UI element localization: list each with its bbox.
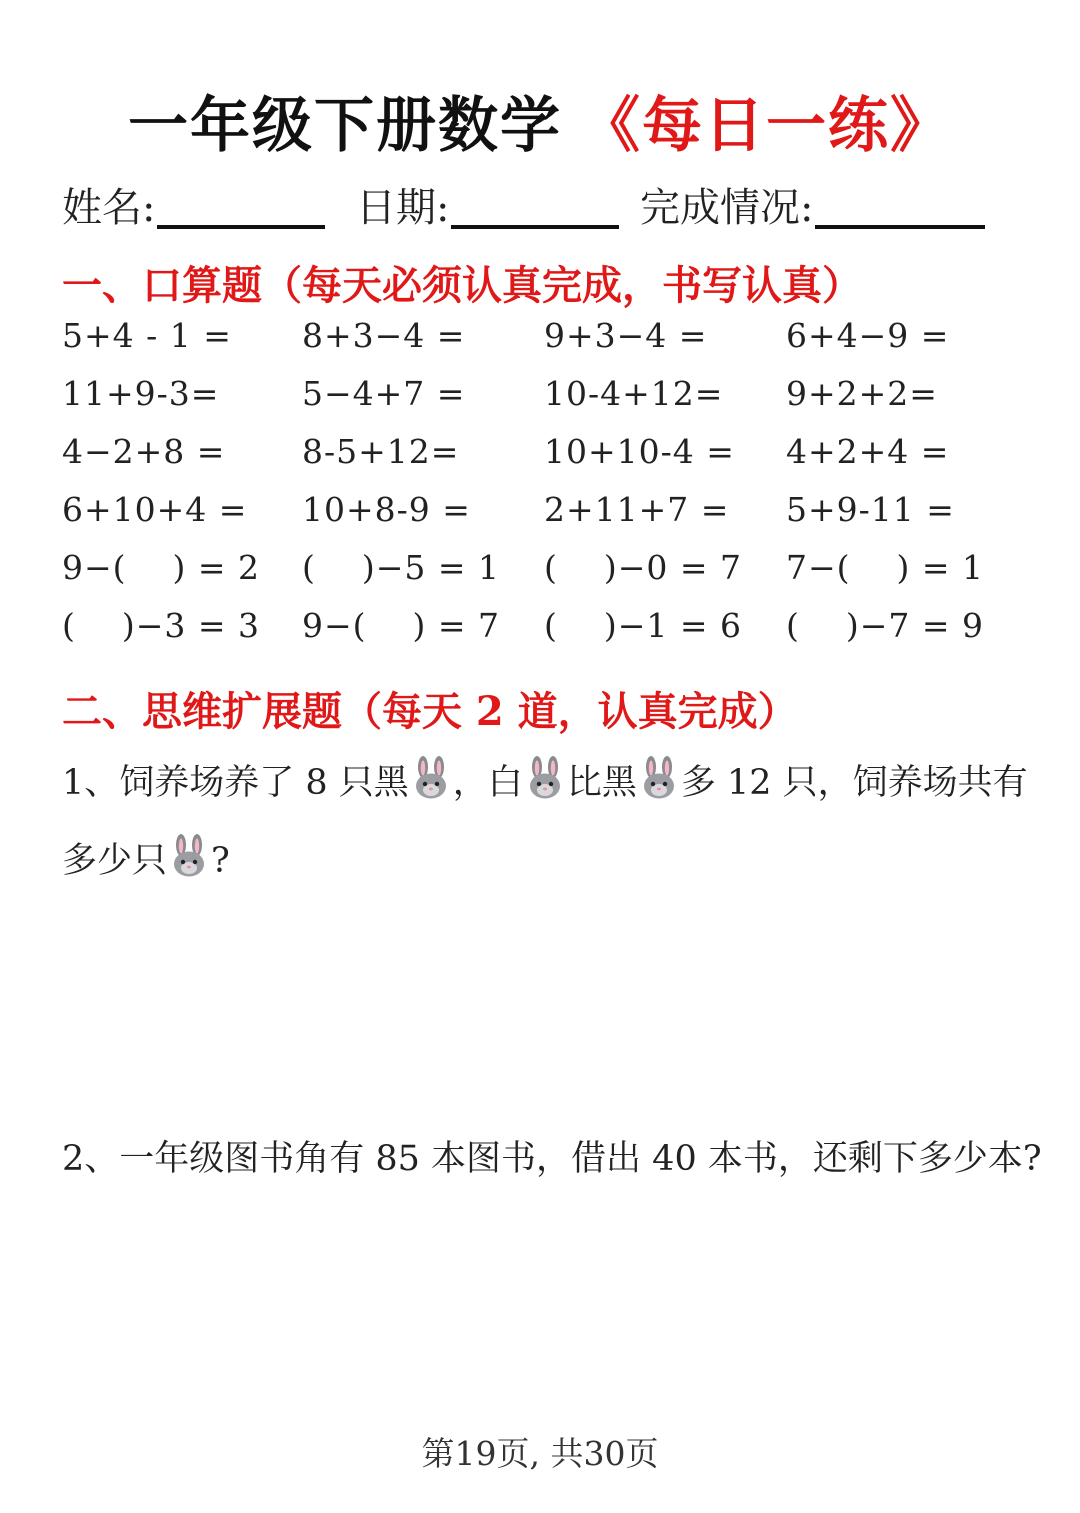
calc-item: 8+3−4 = xyxy=(302,316,466,355)
calc-item: 2+11+7 = xyxy=(544,490,730,529)
calc-item: 9+2+2= xyxy=(786,374,938,413)
date-blank-line[interactable] xyxy=(451,225,619,229)
rabbit-face-icon xyxy=(638,756,680,800)
problem1-text-part: 1、饲养场养了 8 只黑 xyxy=(62,763,409,803)
calc-row xyxy=(62,316,1022,374)
calc-item: 11+9-3= xyxy=(62,374,220,413)
date-field xyxy=(356,176,619,233)
calc-row xyxy=(62,490,1022,548)
name-label: 姓名: xyxy=(62,185,156,231)
section2-heading: 二、思维扩展题（每天 2 道，认真完成） xyxy=(62,688,798,735)
calc-item: 8-5+12= xyxy=(302,432,460,471)
word-problem-1 xyxy=(62,744,1042,900)
title-highlight: 《每日一练》 xyxy=(580,91,952,161)
calc-item-fill-blank[interactable]: ( )−1 = 6 xyxy=(544,606,742,645)
problem1-text-part: 比黑 xyxy=(566,763,637,803)
calc-item-fill-blank[interactable]: ( )−3 = 3 xyxy=(62,606,260,645)
name-blank-line[interactable] xyxy=(157,225,325,229)
calc-row xyxy=(62,606,1022,664)
problem1-text-part: 多 12 只，饲养场共有 xyxy=(680,763,1028,803)
page-title xyxy=(0,78,1080,164)
calc-item-fill-blank[interactable]: ( )−7 = 9 xyxy=(786,606,984,645)
word-problem-2: 2、一年级图书角有 85 本图书，借出 40 本书，还剩下多少本? xyxy=(62,1139,1042,1179)
calc-item: 10+8-9 = xyxy=(302,490,471,529)
calc-item-fill-blank[interactable]: ( )−0 = 7 xyxy=(544,548,742,587)
calc-item: 5−4+7 = xyxy=(302,374,466,413)
calc-item: 5+4 - 1 = xyxy=(62,316,232,355)
calc-item-fill-blank[interactable]: 7−( ) = 1 xyxy=(786,548,984,587)
calc-item-fill-blank[interactable]: 9−( ) = 2 xyxy=(62,548,260,587)
rabbit-face-icon xyxy=(168,834,210,878)
section1-heading: 一、口算题（每天必须认真完成，书写认真） xyxy=(62,262,862,309)
date-label: 日期: xyxy=(356,185,450,231)
status-blank-line[interactable] xyxy=(815,225,985,229)
calc-row xyxy=(62,548,1022,606)
status-field xyxy=(640,176,985,233)
calc-item: 9+3−4 = xyxy=(544,316,708,355)
calc-item-fill-blank[interactable]: 9−( ) = 7 xyxy=(302,606,500,645)
calc-item-fill-blank[interactable]: ( )−5 = 1 xyxy=(302,548,500,587)
calc-item: 6+10+4 = xyxy=(62,490,248,529)
rabbit-face-icon xyxy=(524,756,566,800)
calc-row xyxy=(62,374,1022,432)
title-main: 一年级下册数学 xyxy=(128,91,562,161)
problem1-text-part: ? xyxy=(211,841,230,881)
student-info-row xyxy=(62,176,1022,231)
status-label: 完成情况: xyxy=(640,185,814,231)
calc-row xyxy=(62,432,1022,490)
calc-item: 10+10-4 = xyxy=(544,432,735,471)
calc-item: 5+9-11 = xyxy=(786,490,955,529)
calc-item: 10-4+12= xyxy=(544,374,724,413)
problem1-text-part: 多少只 xyxy=(62,841,168,881)
name-field xyxy=(62,176,325,233)
page-number-footer: 第19页, 共30页 xyxy=(421,1434,659,1473)
mental-math-grid xyxy=(62,316,1022,664)
problem1-text-part: ，白 xyxy=(452,763,523,803)
calc-item: 6+4−9 = xyxy=(786,316,950,355)
rabbit-face-icon xyxy=(410,756,452,800)
calc-item: 4+2+4 = xyxy=(786,432,950,471)
calc-item: 4−2+8 = xyxy=(62,432,226,471)
